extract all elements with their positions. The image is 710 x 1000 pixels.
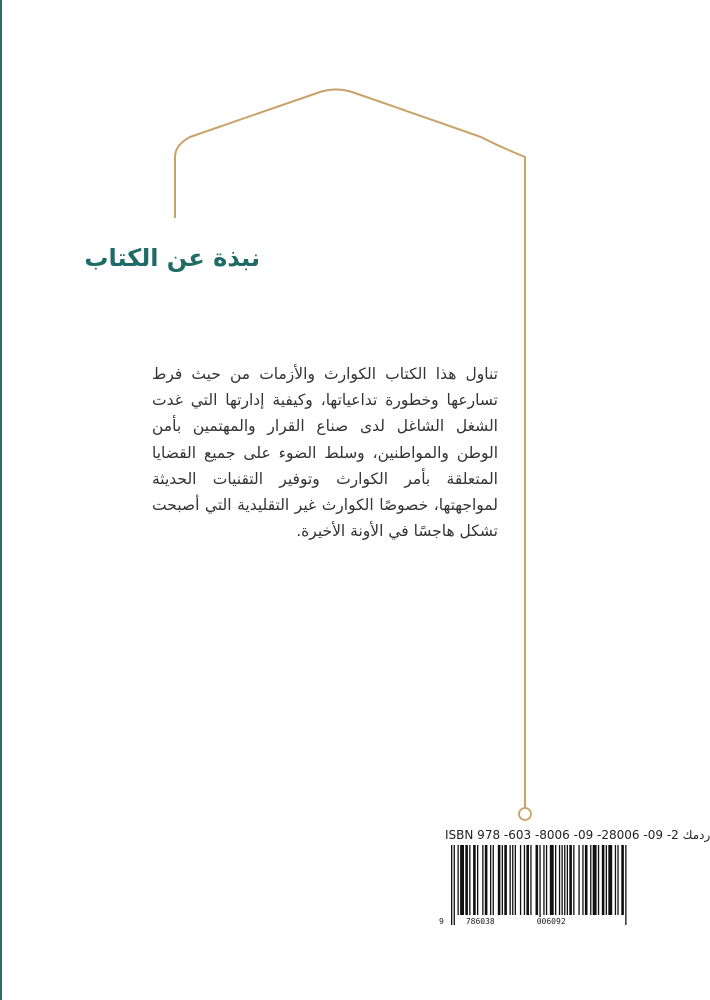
barcode-bar (504, 845, 507, 915)
barcode-bar (454, 845, 455, 925)
barcode-bar (498, 845, 501, 915)
isbn-latin: ISBN 978 -603 -8006 -09 -2 (445, 828, 610, 842)
barcode-bar (473, 845, 476, 915)
barcode-bar (460, 845, 464, 915)
barcode-bar (567, 845, 568, 915)
barcode-bar (482, 845, 483, 915)
barcode-bar (593, 845, 597, 915)
barcode-bar (606, 845, 607, 915)
barcode-bar (621, 845, 624, 915)
barcode-bar (512, 845, 513, 915)
barcode-bar (469, 845, 470, 915)
barcode-bar (543, 845, 544, 915)
barcode-bar (451, 845, 452, 925)
barcode-bar (578, 845, 579, 915)
barcode-bar (493, 845, 494, 915)
barcode-bar (559, 845, 560, 915)
barcode-bar (598, 845, 599, 915)
barcode-bar (569, 845, 572, 915)
barcode-bar (485, 845, 488, 915)
barcode-bar (515, 845, 516, 915)
barcode-bar (546, 845, 547, 915)
summary-paragraph: تناول هذا الكتاب الكوارث والأزمات من حيث فرط تسارعها وخطورة تداعياتها، وكيفية إدارتها التي غدت الشغل الشاغل لدى صناع القرار والمهتمين بأمن الوطن والمواطنين، وسلط الضوء على جميع القضايا المتعلقة بأمر الكوارث وتوفير التقنيات الحديثة لمواجهتها، خصوصًا الكوارث غير التقليدية التي أصبحت تشكل هاجسًا في الأونة الأخيرة. (152, 365, 498, 541)
barcode-lead-digit: 9 (439, 917, 444, 926)
book-summary (152, 361, 498, 544)
barcode-bar (458, 845, 459, 915)
section-title: نبذة عن الكتاب (84, 244, 260, 272)
barcode-bar (526, 845, 529, 915)
barcode-bar (510, 845, 511, 915)
barcode-bar (502, 845, 503, 915)
barcode-bar (536, 845, 539, 915)
barcode-bar (615, 845, 616, 915)
barcode-bar (617, 845, 618, 915)
barcode-bar (465, 845, 468, 915)
barcode-bar (564, 845, 565, 915)
barcode-bar (573, 845, 574, 915)
barcode-digits (439, 917, 633, 926)
barcode-bar (530, 845, 531, 915)
barcode-bar (562, 845, 563, 915)
barcode-bar (550, 845, 554, 915)
barcode-bar (582, 845, 583, 915)
frame-end-circle (519, 808, 531, 820)
barcode-bar (490, 845, 491, 915)
barcode-right-group: 006092 (536, 917, 566, 926)
barcode-bar (555, 845, 556, 915)
barcode-bar (477, 845, 478, 915)
barcode-bar (602, 845, 605, 915)
barcode-bar (539, 845, 540, 925)
barcode-bar (625, 845, 626, 925)
barcode-bar (520, 845, 521, 915)
barcode-bar (585, 845, 588, 915)
barcode-bar (590, 845, 591, 915)
isbn-arabic: ردمك 2- 09- 8006 (609, 828, 710, 842)
barcode-left-group: 786038 (465, 917, 495, 926)
isbn-line (445, 828, 710, 842)
barcode-bar (608, 845, 612, 915)
barcode-bar (524, 845, 525, 915)
